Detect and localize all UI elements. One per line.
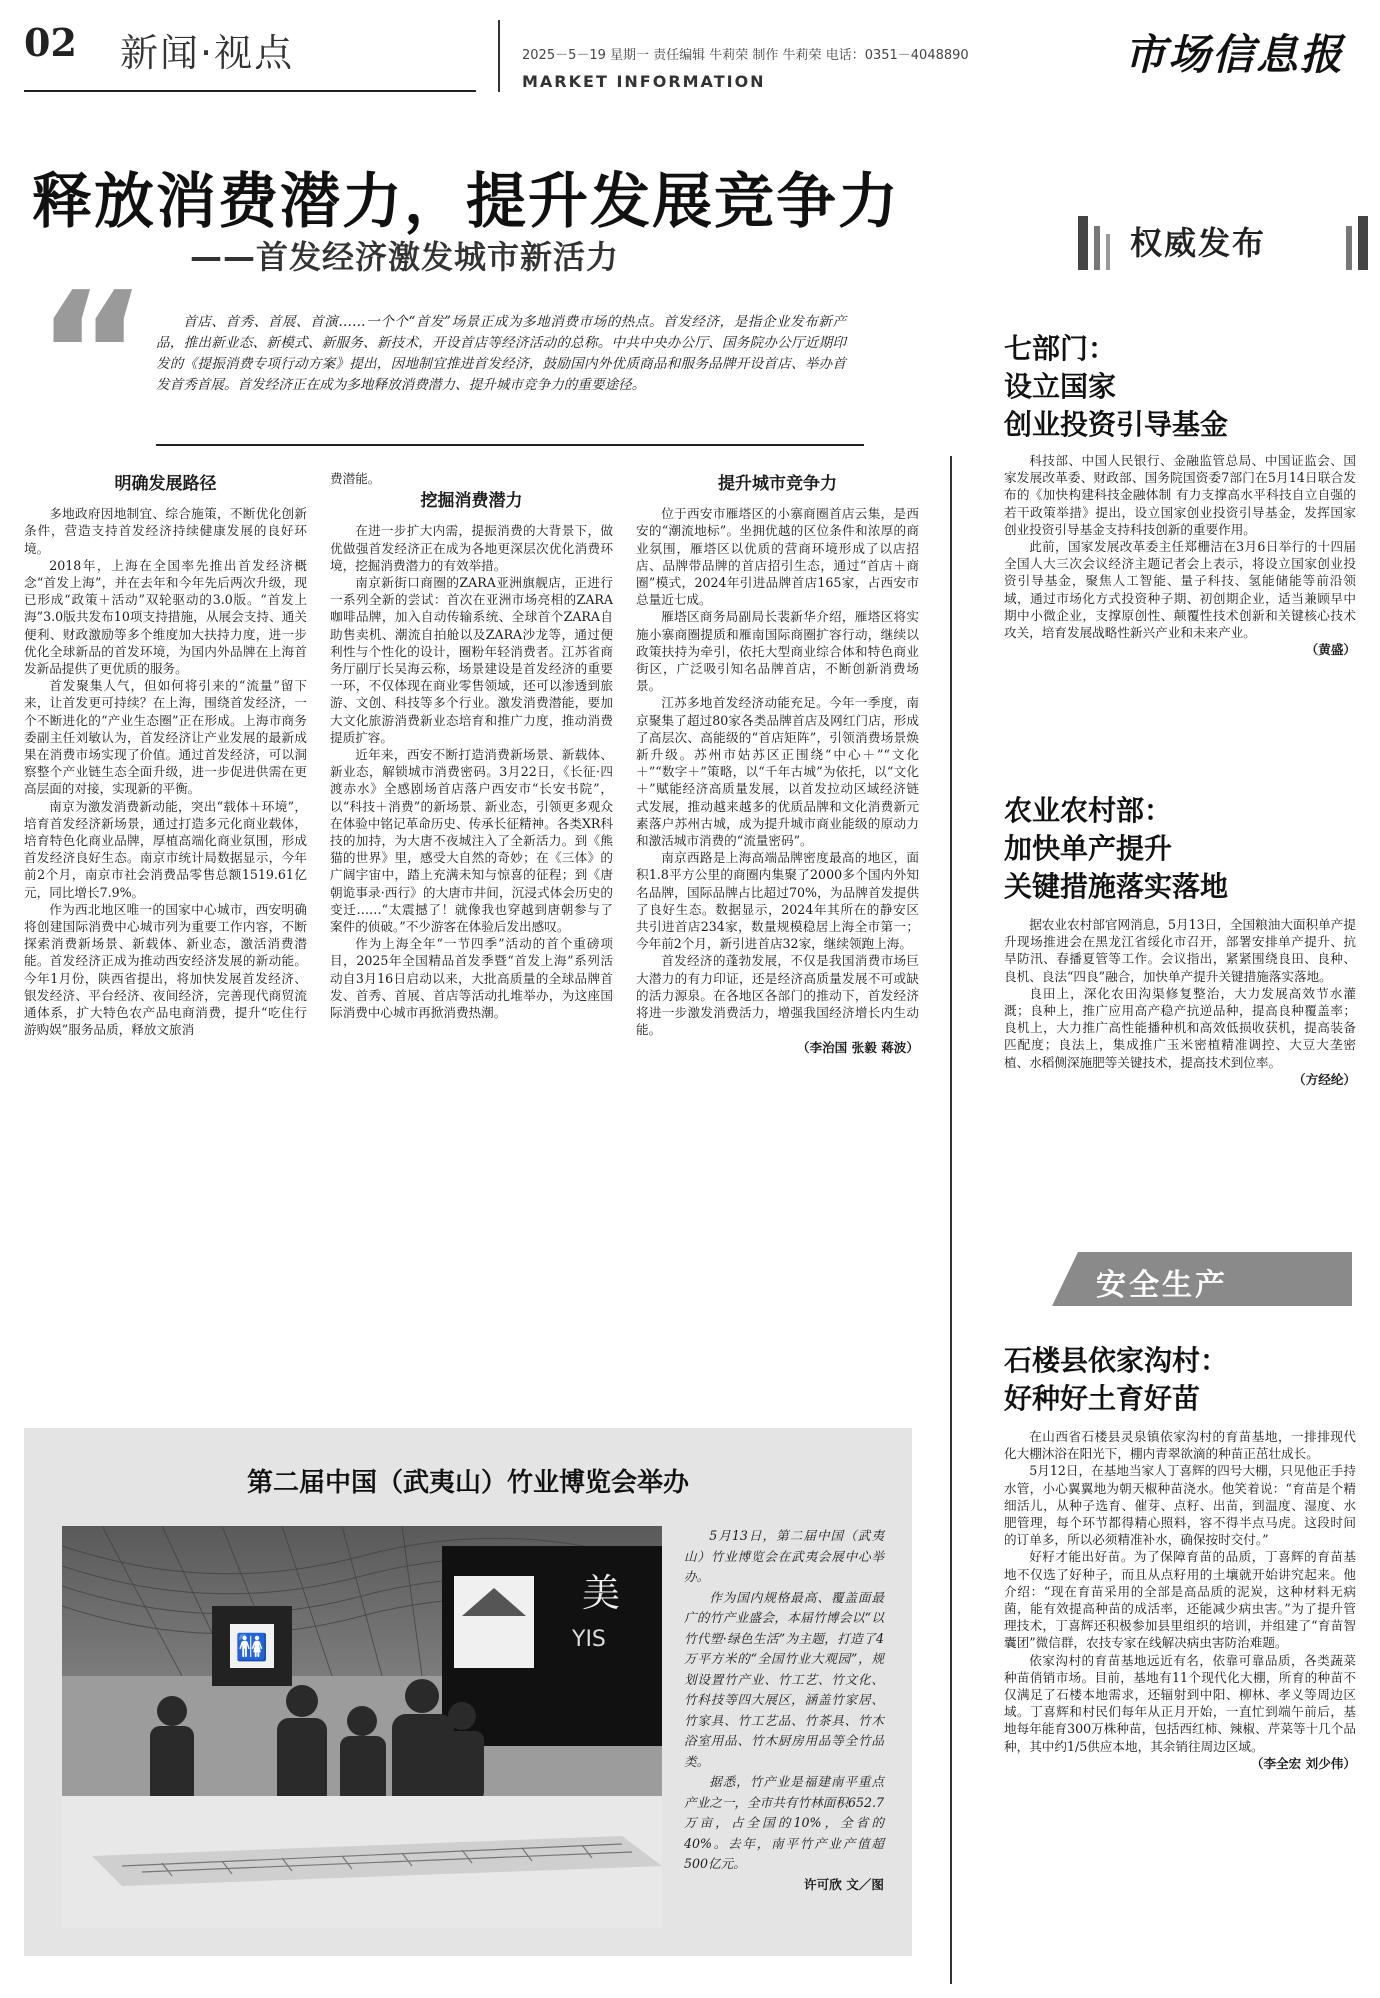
column-3 <box>636 470 919 1056</box>
svg-text:🚻: 🚻 <box>235 1633 269 1663</box>
page-number: 02 <box>24 20 77 65</box>
a3-paragraph: 依家沟村的育苗基地远近有名，依靠可靠品质，各类蔬菜种苗俏销市场。目前，基地有11个现代化大棚，所育的种苗不仅满足了石楼本地需求，还辐射到中阳、柳林、孝义等周边区域。丁喜辉和村民们每年从正月开始，一直忙到端午前后，基地每年能育300万株种苗，包括西红柿、辣椒、芹菜等十几个品种，其中约1/5供应本地，其余销往周边区域。 <box>1004 1652 1356 1754</box>
a1-byline: （黄盛） <box>1305 642 1356 658</box>
a2-title-line: 关键措施落实落地 <box>1004 870 1229 903</box>
masthead-separator <box>498 20 500 92</box>
authority-label: 权威发布 <box>1130 224 1267 262</box>
lead-subtitle: ——首发经济激发城市新活力 <box>190 238 620 276</box>
a3-body <box>1004 1428 1356 1772</box>
col3-byline: （李治国 张毅 蒋波） <box>796 1039 919 1055</box>
a3-paragraph: 5月12日，在基地当家人丁喜辉的四号大棚，只见他正手持水管，小心翼翼地为朝天椒种苗浇水。他笑着说：“育苗是个精细活儿，从种子选育、催芽、点籽、出苗，到温度、湿度、水肥管理，每个环节都得精心照料，容不得半点马虎。这段时间的订单多，所以必须精准补水，确保按时交付。” <box>1004 1463 1356 1548</box>
bamboo-paragraph: 作为国内规格最高、覆盖面最广的竹产业盛会，本届竹博会以“以竹代塑·绿色生活”为主题，打造了4万平方米的“全国竹业大观园”，规划设置竹产业、竹工艺、竹文化、竹科技等四大展区，涵盖竹家居、竹家具、竹工艺品、竹茶具、竹木浴室用品、竹木厨房用品等全竹品类。 <box>684 1589 884 1769</box>
a1-paragraph: 科技部、中国人民银行、金融监管总局、中国证监会、国家发展改革委、财政部、国务院国资委7部门在5月14日联合发布的《加快构建科技金融体制 有力支撑高水平科技自立自强的若干政策举措》提出，设立国家创业投资引导基金，发挥国家创业投资引导基金支持科技创新的重要作用。 <box>1004 453 1356 537</box>
col2-paragraph: 南京新街口商圈的ZARA亚洲旗舰店，正进行一系列全新的尝试：首次在亚洲市场亮相的ZARA咖啡品牌，加入自动传输系统、全球首个ZARA自助售卖机、潮流自拍舱以及ZARA沙龙等，通过便利性与个性化的设计，圈粉年轻消费者。江苏省商务厅副厅长吴海云称，场景建设是首发经济的重要一环，不仅体现在商业零售领域，还可以渗透到旅游、文创、科技等多个行业。激发消费潜能，要加大文化旅游消费新业态培育和推广力度，推动消费提质扩容。 <box>330 575 613 745</box>
col1-heading: 明确发展路径 <box>114 474 217 494</box>
col3-paragraph: 首发经济的蓬勃发展，不仅是我国消费市场巨大潜力的有力印证，还是经济高质量发展不可或缺的活力源泉。在各地区各部门的推动下，首发经济将进一步激发消费活力，增强我国经济增长内生动能。 <box>636 953 919 1038</box>
photo-sign-en: YIS <box>572 1627 606 1652</box>
col1-paragraph: 2018年，上海在全国率先推出首发经济概念“首发上海”，并在去年和今年先后两次升级，现已形成“政策＋活动”双轮驱动的3.0版。“首发上海”3.0版共发布10项支持措施，从展会支持、通关便利、财政激励等多个维度加大扶持力度，进一步优化全球新品的首发环境，为国内外品牌在上海首发新品提供了更优质的服务。 <box>24 557 307 677</box>
column-1 <box>24 470 307 1039</box>
a2-paragraph: 良田上，深化农田沟渠修复整治，大力发展高效节水灌溉；良种上，推广应用高产稳产抗逆品种，提高良种覆盖率；良机上，大力推广高性能播种机和高效低损收获机，提高装备匹配度；良法上，集成推广玉米密植精准调控、大豆大垄密植、水稻侧深施肥等关键技术，提高技术到位率。 <box>1004 985 1356 1070</box>
a1-title-line: 设立国家 <box>1004 370 1117 403</box>
col3-paragraph: 江苏多地首发经济动能充足。今年一季度，南京聚集了超过80家各类品牌首店及网红门店，形成了高层次、高能级的“首店矩阵”，引领消费场景焕新升级。苏州市姑苏区正围绕“中心＋”“文化＋”“数字＋”策略，以“千年古城”为依托，以“文化＋”赋能经济高质量发展，以首发拉动区域经济链式发展，推动越来越多的优质品牌和文化消费新元素落户苏州古城，成为提升城市商业能级的原动力和激活城市消费的“流量密码”。 <box>636 695 919 849</box>
col2-paragraph: 近年来，西安不断打造消费新场景、新载体、新业态，解锁城市消费密码。3月22日，《长征·四渡赤水》全感剧场首店落户西安市“长安书院”，以“科技＋消费”的新场景、新业态，引领更多观众在体验中铭记革命历史、传承长征精神。各类XR科技的加持，为大唐不夜城注入了全新活力。到《熊猫的世界》里，感受大自然的奇妙；在《三体》的广阔宇宙中，踏上充满未知与惊喜的征程；到《唐朝诡事录·西行》的大唐市井间，沉浸式体会历史的变迁……“太震撼了！就像我也穿越到唐朝参与了案件的侦破。”不少游客在体验后发出感叹。 <box>330 747 613 935</box>
bamboo-paragraph: 5月13日，第二届中国（武夷山）竹业博览会在武夷会展中心举办。 <box>684 1528 884 1584</box>
lead-intro-rule <box>156 444 864 446</box>
a2-byline: （方经纶） <box>1293 1071 1356 1087</box>
a2-title-line: 农业农村部： <box>1004 794 1173 827</box>
a2-paragraph: 据农业农村部官网消息，5月13日，全国粮油大面积单产提升现场推进会在黑龙江省绥化市召开，部署安排单产提升、抗旱防汛、春播夏管等工作。会议指出，紧紧围绕良田、良种、良机、良法“四良”融合，加快单产提升关键措施落实落地。 <box>1004 917 1356 984</box>
a3-byline: （李全宏 刘少伟） <box>1250 1755 1356 1771</box>
a1-body <box>1004 452 1356 658</box>
col1-paragraph: 南京为激发消费新动能，突出“载体＋环境”，培育首发经济新场景，通过打造多元化商业载体，培育特色化商业品牌，厚植高端化商业氛围，形成首发经济良好生态。南京市统计局数据显示，今年前2个月，南京市社会消费品零售总额1519.61亿元，同比增长7.9%。 <box>24 798 307 900</box>
issue-meta: 2025－5－19 星期一 责任编辑 牛莉荣 制作 牛莉荣 电话：0351－4048890 <box>522 48 969 63</box>
a2-title <box>1004 792 1364 906</box>
paper-english-name: MARKET INFORMATION <box>522 72 766 91</box>
sidebar-divider <box>950 456 952 1984</box>
masthead-rule-left <box>24 90 476 92</box>
col1-paragraph: 首发聚集人气，但如何将引来的“流量”留下来，让首发更可持续？在上海，围绕首发经济，一个不断进化的“产业生态圈”正在形成。上海市商务委副主任刘敏认为，首发经济让产业发展的最新成果在消费市场实现了价值。通过首发经济，可以洞察整个产业链生态全面升级，进一步促进供需在更高层面的对接，实现新的平衡。 <box>24 678 307 797</box>
a3-title <box>1004 1342 1364 1418</box>
col2-paragraph: 在进一步扩大内需，提振消费的大背景下，做优做强首发经济正在成为各地更深层次优化消费环境，挖掘消费潜力的有效举措。 <box>330 523 613 573</box>
col3-paragraph: 位于西安市雁塔区的小寨商圈首店云集，是西安的“潮流地标”。坐拥优越的区位条件和浓厚的商业氛围，雁塔区以优质的营商环境形成了以店招店、品牌带品牌的首店招引生态，通过“首店＋商圈”模式，2024年引进品牌首店165家，占西安市总量近七成。 <box>636 506 919 608</box>
column-2 <box>330 470 613 1021</box>
section-name: 新闻·视点 <box>120 31 295 75</box>
a1-paragraph: 此前，国家发展改革委主任郑栅洁在3月6日举行的十四届全国人大三次会议经济主题记者会上表示，将设立国家创业投资引导基金，聚焦人工智能、量子科技、氢能储能等前沿领域，通过市场化方式投资种子期、初创期企业，适当兼顾早中期中小微企业，支撑原创性、颠覆性技术创新和关键核心技术攻关，培育发展战略性新兴产业和未来产业。 <box>1004 539 1356 641</box>
a3-paragraph: 好籽才能出好苗。为了保障育苗的品质，丁喜辉的育苗基地不仅选了好种子，而且从点籽用的土壤就开始讲究起来。他介绍：“现在育苗采用的全部是高品质的泥炭，这种材料无病菌，能有效提高种苗的成活率，还能减少病虫害。”为了提升管理技术，丁喜辉还积极参加县里组织的培训，并组建了“育苗智囊团”微信群，农技专家在线解决病虫害防治难题。 <box>1004 1549 1356 1651</box>
lead-intro <box>156 312 846 396</box>
a1-title-line: 七部门： <box>1004 332 1117 365</box>
expo-photo-illustration <box>62 1526 662 1928</box>
a3-title-line: 好种好土育好苗 <box>1004 1382 1201 1415</box>
col2-paragraph: 作为上海全年“一节四季”活动的首个重磅项目，2025年全国精品首发季暨“首发上海”系列活动自3月16日启动以来，大批高质量的全球品牌首发、首秀、首展、首店等活动扎堆举办，为这座国际消费中心城市再掀消费热潮。 <box>330 936 613 1021</box>
col2-carryover: 费潜能。 <box>330 471 381 486</box>
bamboo-paragraph: 据悉，竹产业是福建南平重点产业之一，全市共有竹林面积652.7万亩，占全国的10%，全省的40%。去年，南平竹产业产值超500亿元。 <box>684 1774 884 1871</box>
a1-title-line: 创业投资引导基金 <box>1004 408 1229 441</box>
expo-photo <box>62 1526 662 1928</box>
col1-paragraph: 作为西北地区唯一的国家中心城市，西安明确将创建国际消费中心城市列为重要工作内容，不断探索消费新场景、新载体、新业态，激活消费潜能。首发经济正成为推动西安经济发展的新动能。今年1月份，陕西省提出，将加快发展首发经济、银发经济、平台经济、夜间经济，完善现代商贸流通体系，扩大特色农产品电商消费，提升“吃住行游购娱”服务品质，释放文旅消 <box>24 901 307 1038</box>
lead-title: 释放消费潜力，提升发展竞争力 <box>32 167 900 237</box>
bamboo-expo-text <box>684 1526 884 1895</box>
a2-body <box>1004 916 1356 1088</box>
a1-title <box>1004 330 1364 444</box>
col3-paragraph: 雁塔区商务局副局长裴新华介绍，雁塔区将实施小寨商圈提质和雁南国际商圈扩容行动，继续以政策扶持为牵引，依托大型商业综合体和特色商业街区，广泛吸引知名品牌首店，不断创新消费场景。 <box>636 609 919 694</box>
bamboo-expo-box <box>24 1428 912 1956</box>
quote-mark-icon: “ <box>36 256 148 454</box>
a2-title-line: 加快单产提升 <box>1004 832 1173 865</box>
col2-heading: 挖掘消费潜力 <box>420 491 523 512</box>
lead-intro-text: 首店、首秀、首展、首演……一个个“首发”场景正成为多地消费市场的热点。首发经济，是指企业发布新产品，推出新业态、新模式、新服务、新技术，开设首店等经济活动的总称。中共中央办公厅、国务院办公厅近期印发的《提振消费专项行动方案》提出，因地制宜推进首发经济，鼓励国内外优质商品和服务品牌开设首店、举办首发首秀首展。首发经济正在成为多地释放消费潜力、提升城市竞争力的重要途径。 <box>156 314 846 393</box>
paper-logo: 市场信息报 <box>1124 30 1345 79</box>
col3-paragraph: 南京西路是上海高端品牌密度最高的地区，面积1.8平方公里的商圈内集聚了2000多个国内外知名品牌，国际品牌占比超过70%，为品牌首发提供了良好生态。数据显示，2024年其所在的静安区共引进首店234家，数量规模稳居上海全市第一；今年前2个月，新引进首店32家，继续领跑上海。 <box>636 850 919 952</box>
a3-paragraph: 在山西省石楼县灵泉镇依家沟村的育苗基地，一排排现代化大棚沐浴在阳光下，棚内青翠欲滴的种苗正茁壮成长。 <box>1004 1429 1356 1462</box>
col3-heading: 提升城市竞争力 <box>718 474 837 494</box>
photo-sign-text: 美 <box>582 1571 621 1615</box>
a3-title-line: 石楼县依家沟村： <box>1004 1344 1229 1377</box>
col1-paragraph: 多地政府因地制宜、综合施策，不断优化创新条件，营造支持首发经济持续健康发展的良好环境。 <box>24 506 307 556</box>
bamboo-expo-title: 第二届中国（武夷山）竹业博览会举办 <box>246 1468 689 1498</box>
safety-label: 安全生产 <box>1096 1268 1228 1303</box>
bamboo-byline: 许可欣 文／图 <box>804 1876 884 1892</box>
